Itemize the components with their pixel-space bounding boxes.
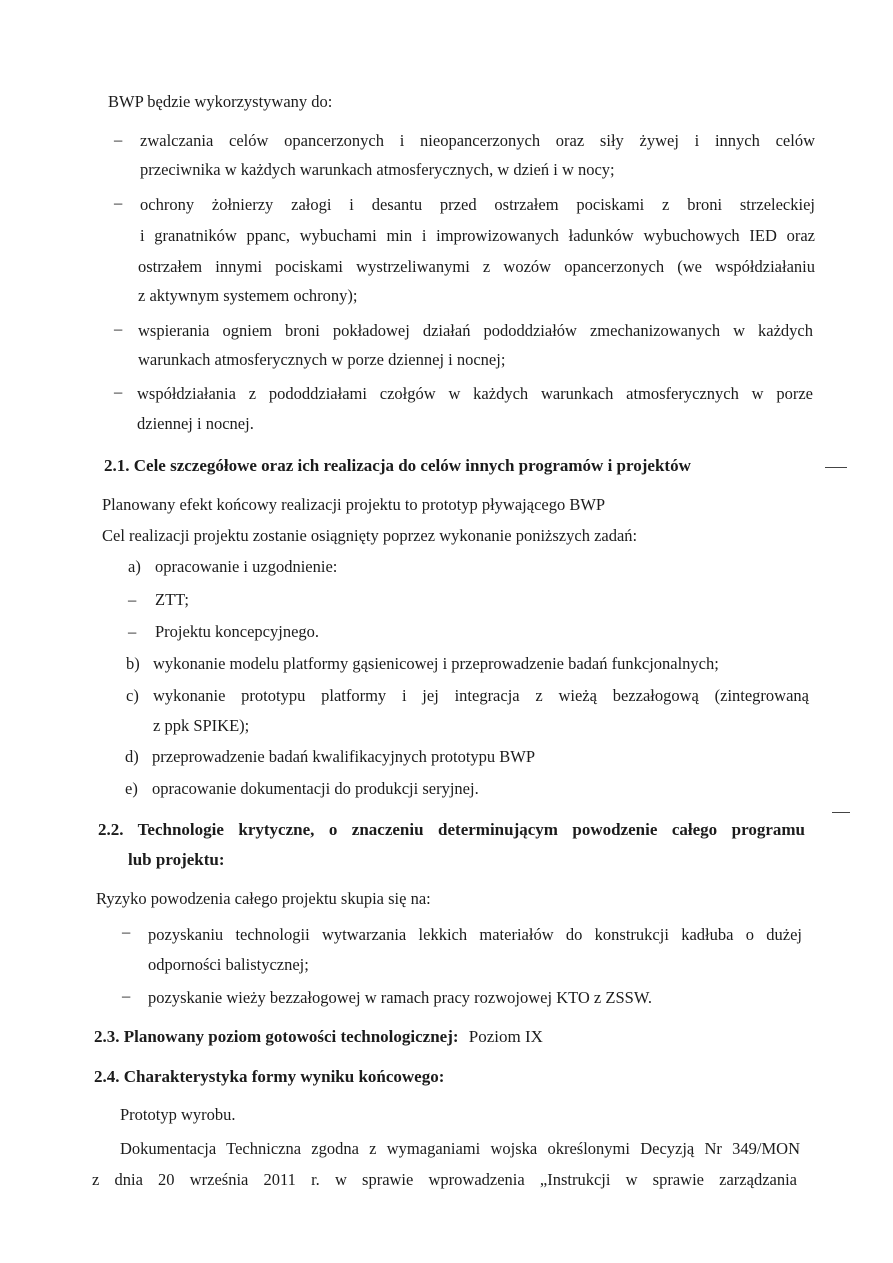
list-item-d: przeprowadzenie badań kwalifikacyjnych prototypu BWP [152,747,536,766]
s24-paragraph-2-line-1: Dokumentacja Techniczna zgodna z wymaganiami wojska określonymi Decyzją Nr 349/MON [120,1139,800,1158]
list-marker-d: d) [125,747,139,766]
bullet-dash: – [114,319,123,338]
list-marker-b: b) [126,654,140,673]
bullet-dash: – [114,193,123,212]
section-2-2-heading-line-2: lub projektu: [128,850,225,869]
use-item-4-line-2: dziennej i nocnej. [137,414,254,433]
bullet-dash: – [114,130,123,149]
use-item-3-line-1: wspierania ogniem broni pokładowej działań pododdziałów zmechanizowanych w każdych [138,321,813,340]
readiness-level-value: Poziom IX [468,1027,543,1046]
list-item-c-line-1: wykonanie prototypu platformy i jej integracja z wieżą bezzałogową (zintegrowaną [153,686,809,705]
risk-item-1-line-2: odporności balistycznej; [148,955,309,974]
sub-item-ztt: ZTT; [155,590,189,609]
sub-item-projekt: Projektu koncepcyjnego. [155,622,320,641]
list-item-c-line-2: z ppk SPIKE); [153,716,250,735]
list-item-a: opracowanie i uzgodnienie: [155,557,338,576]
bullet-dash: – [128,590,137,609]
risk-item-2: pozyskanie wieży bezzałogowej w ramach pracy rozwojowej KTO z ZSSW. [148,988,652,1007]
list-marker-e: e) [125,779,138,798]
margin-mark [832,812,850,813]
use-item-2-line-2: i granatników ppanc, wybuchami min i improwizowanych ładunków wybuchowych IED oraz [140,226,815,245]
s24-paragraph-1: Prototyp wyrobu. [120,1105,236,1124]
bullet-dash: – [128,622,137,641]
section-2-1-heading: 2.1. Cele szczegółowe oraz ich realizacja do celów innych programów i projektów [104,456,691,475]
section-2-4-heading: 2.4. Charakterystyka formy wyniku końcowego: [94,1067,445,1086]
s22-intro: Ryzyko powodzenia całego projektu skupia się na: [96,889,431,908]
list-marker-c: c) [126,686,139,705]
list-item-b: wykonanie modelu platformy gąsienicowej i przeprowadzenie badań funkcjonalnych; [153,654,719,673]
s21-paragraph-1: Planowany efekt końcowy realizacji projektu to prototyp pływającego BWP [102,495,606,514]
bullet-dash: – [122,922,131,941]
margin-mark [825,467,847,468]
section-2-3-heading [94,1027,543,1047]
use-item-3-line-2: warunkach atmosferycznych w porze dziennej i nocnej; [138,350,506,369]
section-2-2-heading-line-1: 2.2. Technologie krytyczne, o znaczeniu determinującym powodzenie całego programu [98,820,805,839]
use-item-1-line-1: zwalczania celów opancerzonych i nieopancerzonych oraz siły żywej i innych celów [140,131,815,150]
use-item-2-line-1: ochrony żołnierzy załogi i desantu przed ostrzałem pociskami z broni strzeleckiej [140,195,815,214]
use-item-2-line-3: ostrzałem innymi pociskami wystrzeliwanymi z wozów opancerzonych (we współdziałaniu [138,257,815,276]
use-item-4-line-1: współdziałania z pododdziałami czołgów w każdych warunkach atmosferycznych w porze [137,384,813,403]
bullet-dash: – [114,382,123,401]
risk-item-1-line-1: pozyskaniu technologii wytwarzania lekkich materiałów do konstrukcji kadłuba o dużej [148,925,802,944]
use-item-2-line-4: z aktywnym systemem ochrony); [138,286,358,305]
list-item-e: opracowanie dokumentacji do produkcji seryjnej. [152,779,479,798]
bullet-dash: – [122,986,131,1005]
intro-text: BWP będzie wykorzystywany do: [108,92,333,111]
s21-paragraph-2: Cel realizacji projektu zostanie osiągnięty poprzez wykonanie poniższych zadań: [102,526,638,545]
section-2-3-label: 2.3. Planowany poziom gotowości technologicznej: [94,1027,459,1046]
s24-paragraph-2-line-2: z dnia 20 września 2011 r. w sprawie wprowadzenia „Instrukcji w sprawie zarządzania [92,1170,797,1189]
list-marker-a: a) [128,557,141,576]
use-item-1-line-2: przeciwnika w każdych warunkach atmosferycznych, w dzień i w nocy; [140,160,615,179]
